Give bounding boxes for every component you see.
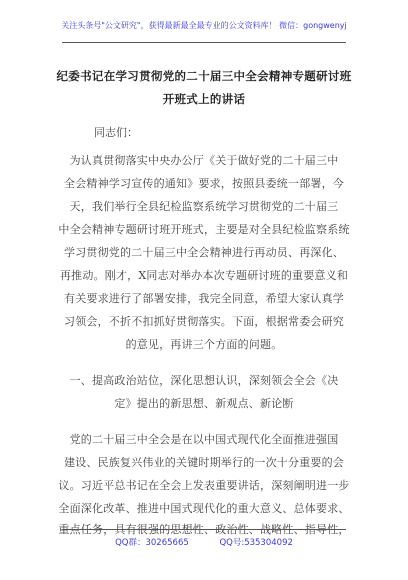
header-divider <box>62 42 346 43</box>
section-heading-line2: 定》提出的新思想、新观点、新论断 <box>114 397 294 410</box>
document-title-line2: 开班式上的讲话 <box>162 92 246 106</box>
section-heading-line1: 一、提高政治站位，深化思想认识，深刻领会全会《决 <box>69 374 339 387</box>
qq-group-number: QQ群：30265665 <box>115 538 189 548</box>
body-line: 中全会精神专题研讨班开班式，主要是对全县纪检监察系统 <box>58 223 350 236</box>
body-line: 天，我们举行全县纪检监察系统学习贯彻党的二十届三 <box>69 200 339 213</box>
body-line: 全会精神学习宣传的通知》要求，按照县委统一部署，今 <box>64 177 344 190</box>
body-line: 学习贯彻党的二十届三中全会精神进行再动员、再深化、 <box>64 246 344 259</box>
footer-divider <box>62 529 346 530</box>
body-line: 重点任务，具有很强的思想性、政治性、战略性、指导性， <box>58 523 350 536</box>
document-title-line1: 纪委书记在学习贯彻党的二十届三中全会精神专题研讨班 <box>56 69 352 83</box>
body-line: 的意见，再讲三个方面的问题。 <box>125 338 283 351</box>
qq-number: QQ号:535304092 <box>219 538 293 548</box>
header-promo-note: 关注头条号"公文研究"，获得最新最全最专业的公文资料库！ 微信：gongwenyj <box>61 21 347 30</box>
body-line: 全面深化改革、推进中国式现代化的重大意义、总体要求、 <box>58 502 350 515</box>
body-line: 党的二十届三中全会是在以中国式现代化全面推进强国 <box>69 433 339 446</box>
body-line: 习领会，不折不扣抓好贯彻落实。下面，根据常委会研究 <box>64 315 344 328</box>
body-line: 有关要求进行了部署安排，我完全同意，希望大家认真学 <box>64 292 344 305</box>
body-line: 再推动。刚才，X同志对举办本次专题研讨班的重要意义和 <box>59 269 349 282</box>
footer-contact <box>0 536 408 548</box>
body-line: 为认真贯彻落实中央办公厅《关于做好党的二十届三中 <box>69 154 339 167</box>
greeting: 同志们： <box>94 126 138 139</box>
body-line: 建设、民族复兴伟业的关键时期举行的一次十分重要的会 <box>64 456 344 469</box>
body-line: 议。习近平总书记在全会上发表重要讲话，深刻阐明进一步 <box>58 479 350 492</box>
